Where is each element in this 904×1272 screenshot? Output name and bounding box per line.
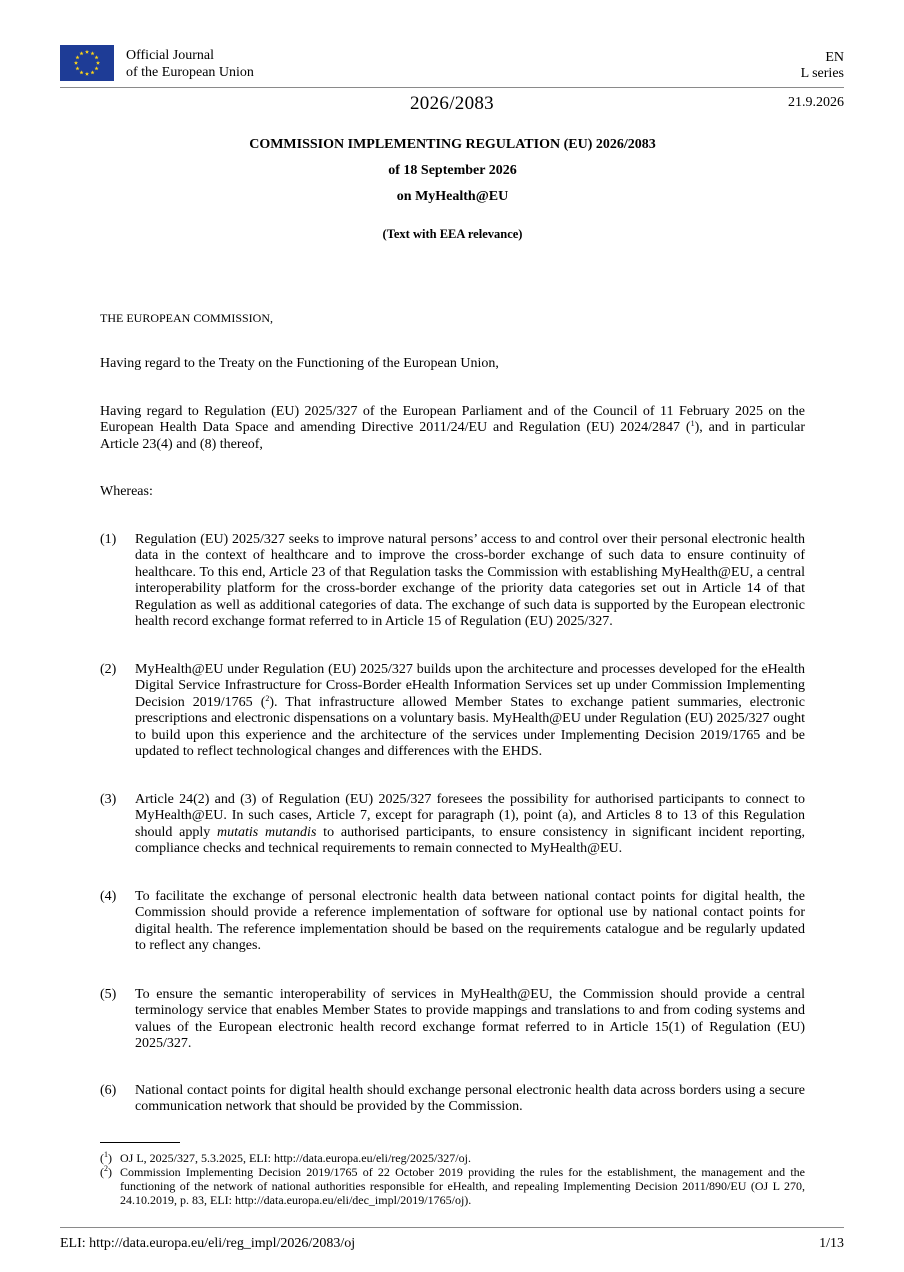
language-code: EN	[825, 50, 844, 65]
flag-star	[90, 70, 94, 74]
page-number: 1/13	[819, 1236, 844, 1251]
footnote-ref-2[interactable]: 2	[265, 693, 270, 703]
recital-text-part: ). That infrastructure allowed Member States to exchange patient summaries, electronic prescriptions and electronic dispensations on a voluntary basis. MyHealth@EU under Regulation (EU) 2025/327 ought to build upon this experience and the architecture of the services under Implementing Decision 2019/1765 and be updated to reflect technological changes and differences with the EHDS.	[135, 694, 805, 760]
flag-star	[96, 61, 100, 65]
regulation-date: of 18 September 2026	[388, 163, 517, 178]
footnote-ref-1[interactable]: 1	[690, 419, 695, 429]
footnote-number: ($^1$)	[100, 1150, 112, 1165]
recital-number: (6)	[100, 1083, 117, 1098]
footnote-text: OJ L, 2025/327, 5.3.2025, ELI: http://data.europa.eu/eli/reg/2025/327/oj.	[120, 1151, 471, 1165]
recital-number: (3)	[100, 792, 117, 807]
regulation-subject: on MyHealth@EU	[396, 189, 509, 204]
recital-number: (1)	[100, 532, 117, 547]
flag-star	[79, 70, 83, 74]
recital-text: National contact points for digital health should exchange personal electronic health data across borders using a secure communication network that should be provided by the Commission.	[135, 1083, 805, 1115]
regulation-citation-text-end: ), and in particular Article 23(4) and (8) thereof,	[100, 420, 805, 452]
document-number: 2026/2083	[410, 93, 494, 114]
recital-number: (2)	[100, 662, 117, 677]
recital-text: To facilitate the exchange of personal electronic health data between national contact points for digital health, the Commission should provide a reference implementation of software for optional use by national contact points for digital health. The reference implementation should be based on the requirements catalogue and be regularly updated to reflect any changes.	[135, 889, 805, 954]
footnote-number-value: 1	[104, 1150, 108, 1159]
flag-star	[75, 66, 79, 70]
regulation-citation-text: Having regard to Regulation (EU) 2025/327 of the European Parliament and of the Council of 11 February 2025 on the European Health Data Space and amending Directive 2011/24/EU and Regulation (EU) 2024/2847 (	[100, 404, 805, 436]
header-meta	[704, 50, 844, 82]
recital-text: Regulation (EU) 2025/327 seeks to improve natural persons’ access to and control over their personal electronic health data in the context of healthcare and to improve the cross-border exchange of such data to ensure continuity of healthcare. To this end, Article 23 of that Regulation tasks the Commission with establishing MyHealth@EU, a central interoperability platform for the cross-border exchange of the priority data categories set out in Article 14 of that Regulation as well as additional categories of data. The exchange of such data is supported by the European electronic health record exchange format referred to in Article 15 of Regulation (EU) 2025/327.	[135, 532, 805, 630]
flag-star	[94, 66, 98, 70]
recital-number: (5)	[100, 987, 117, 1002]
regulation-title: COMMISSION IMPLEMENTING REGULATION (EU) 2026/2083	[249, 137, 656, 152]
footnote-number-value: 2	[104, 1164, 108, 1173]
whereas-heading: Whereas:	[100, 484, 153, 499]
publication-date: 21.9.2026	[788, 95, 844, 110]
regulation-citation	[100, 404, 805, 453]
treaty-citation: Having regard to the Treaty on the Functioning of the European Union,	[100, 356, 499, 371]
recital-text-part: MyHealth@EU under Regulation (EU) 2025/327 builds upon the architecture and processes developed for the eHealth Digital Service Infrastructure for Cross-Border eHealth Information Services set up under Commission Implementing Decision 2019/1765 (	[135, 662, 805, 710]
recital-text	[135, 792, 805, 858]
flag-star	[79, 51, 83, 55]
header-divider	[60, 87, 844, 88]
eea-relevance: (Text with EEA relevance)	[382, 227, 523, 241]
flag-star	[85, 50, 89, 54]
footer-divider	[60, 1227, 844, 1228]
commission-heading: THE EUROPEAN COMMISSION,	[100, 311, 274, 325]
footnote-number: ($^2$)	[100, 1164, 112, 1179]
footnote-divider	[100, 1142, 180, 1143]
recital-text: To ensure the semantic interoperability of services in MyHealth@EU, the Commission should provide a central terminology service that enables Member States to provide mappings and translations to and from coding systems and values of the European electronic health record exchange format referred to in Article 15(1) of Regulation (EU) 2025/327.	[135, 987, 805, 1052]
flag-star	[75, 55, 79, 59]
recital-number: (4)	[100, 889, 117, 904]
footnote-text: Commission Implementing Decision 2019/1765 of 22 October 2019 providing the rules for the establishment, the management and the functioning of the network of national authorities responsible for eHealth, and repealing Implementing Decision 2011/890/EU (OJ L 270, 24.10.2019, p. 83, ELI: http://data.europa.eu/eli/dec_impl/2019/1765/oj).	[120, 1165, 805, 1208]
journal-title-line1: Official Journal	[126, 48, 214, 63]
flag-star	[94, 55, 98, 59]
journal-title-line2: of the European Union	[126, 65, 254, 80]
flag-star	[74, 61, 78, 65]
eu-stars-icon	[60, 45, 114, 81]
recital-italic-phrase: mutatis mutandis	[217, 824, 317, 840]
journal-title	[126, 47, 346, 81]
recital-text-part: to authorised participants, to ensure consistency in significant incident reporting, compliance checks and technical requirements to remain connected to MyHealth@EU.	[135, 824, 805, 857]
recital-text	[135, 662, 805, 760]
eli-link[interactable]: ELI: http://data.europa.eu/eli/reg_impl/2026/2083/oj	[60, 1236, 356, 1251]
flag-star	[85, 72, 89, 76]
series-label: L series	[800, 66, 844, 81]
recital-text-part: Article 24(2) and (3) of Regulation (EU) 2025/327 foresees the possibility for authorised participants to connect to MyHealth@EU. In such cases, Article 7, except for paragraph (1), point (a), and Articles 8 to 13 of this Regulation should apply	[135, 792, 805, 840]
eu-flag-logo	[60, 45, 114, 81]
flag-star	[90, 51, 94, 55]
